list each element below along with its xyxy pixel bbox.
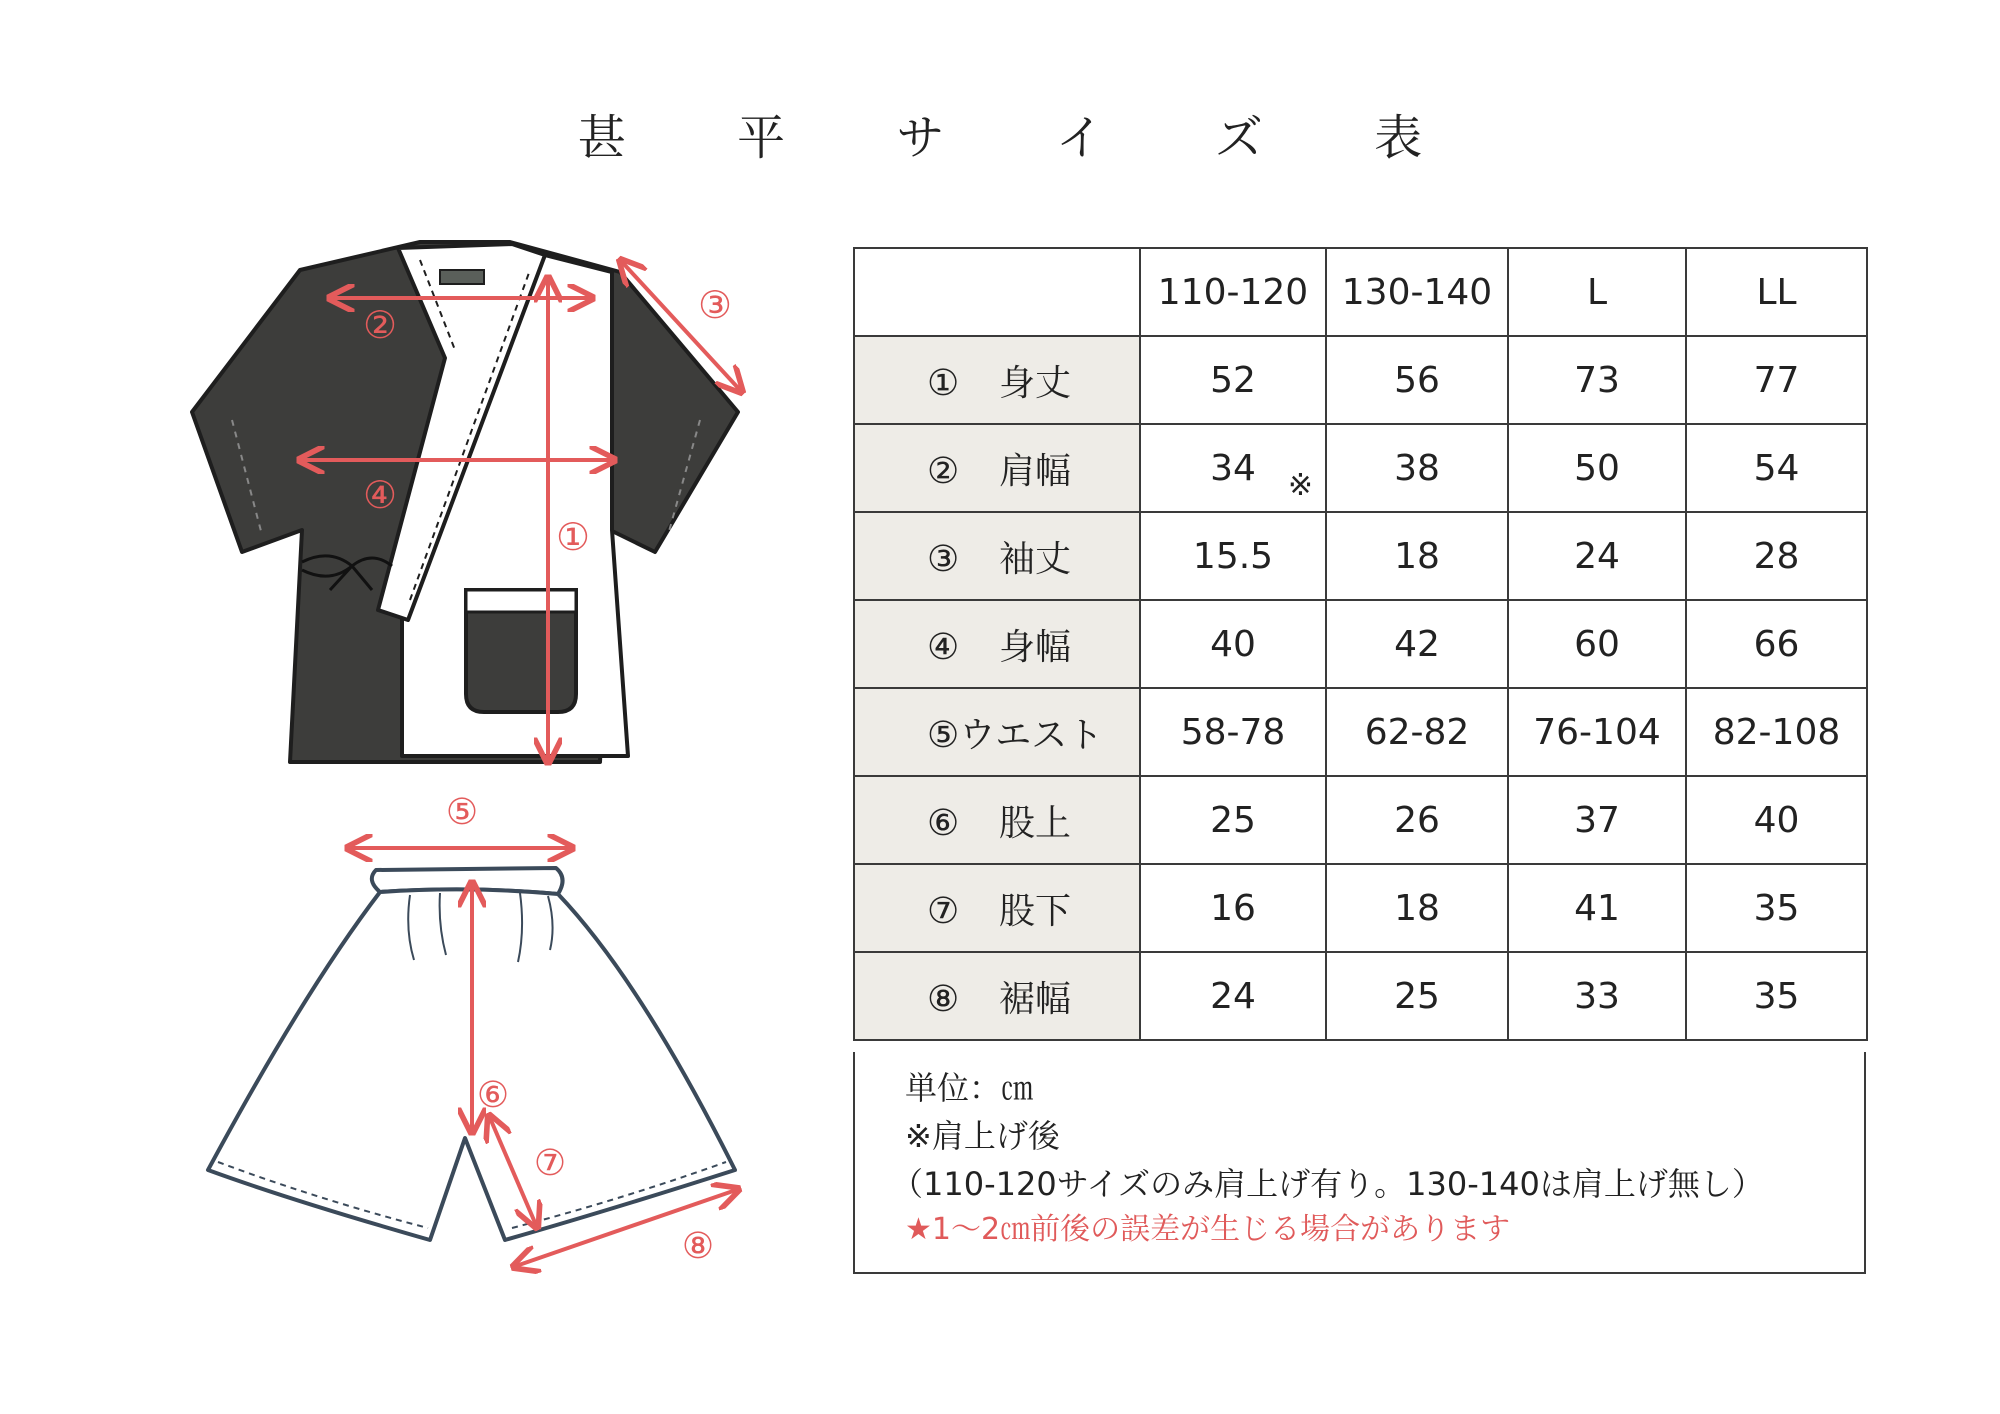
jinbei-jacket-illustration	[192, 242, 740, 762]
table-row	[854, 424, 1867, 512]
measure-label-6: ⑥	[476, 1075, 510, 1116]
row-number: ⑧	[927, 978, 960, 1020]
table-cell: 15.5	[1140, 512, 1326, 600]
table-row	[854, 776, 1867, 864]
table-header-row	[854, 248, 1867, 336]
size-table	[853, 247, 1868, 1041]
row-number: ⑤	[927, 714, 960, 756]
table-row	[854, 688, 1867, 776]
row-number: ②	[927, 450, 960, 492]
row-label	[854, 864, 1140, 952]
row-number: ⑦	[927, 890, 960, 932]
tolerance-note: ★1～2㎝前後の誤差が生じる場合があります	[905, 1212, 1511, 1247]
jacket-tag	[440, 270, 484, 284]
table-cell: 40	[1686, 776, 1867, 864]
row-name: 股下	[999, 890, 1072, 932]
measure-label-4: ④	[362, 473, 398, 517]
table-cell: 42	[1326, 600, 1508, 688]
note-mark: ※	[1287, 468, 1313, 503]
table-cell: 54	[1686, 424, 1867, 512]
table-cell: 52	[1140, 336, 1326, 424]
table-cell: 16	[1140, 864, 1326, 952]
row-label	[854, 424, 1140, 512]
table-cell: 40	[1140, 600, 1326, 688]
cell-value: 34	[1210, 447, 1256, 489]
table-cell: 37	[1508, 776, 1686, 864]
row-name: 股上	[999, 802, 1072, 844]
row-number: ⑥	[927, 802, 960, 844]
table-row	[854, 600, 1867, 688]
table-cell	[1140, 424, 1326, 512]
table-cell: 28	[1686, 512, 1867, 600]
table-cell: 25	[1140, 776, 1326, 864]
table-row	[854, 512, 1867, 600]
row-label	[854, 776, 1140, 864]
row-name: ウエスト	[959, 714, 1104, 756]
measure-label-7: ⑦	[533, 1143, 567, 1184]
row-name: 裾幅	[999, 978, 1072, 1020]
table-cell: 76-104	[1508, 688, 1686, 776]
table-cell: 18	[1326, 864, 1508, 952]
column-header: L	[1508, 248, 1686, 336]
table-cell: 66	[1686, 600, 1867, 688]
table-cell: 25	[1326, 952, 1508, 1040]
row-label	[854, 952, 1140, 1040]
jinbei-shorts-illustration	[208, 792, 736, 1267]
table-corner-cell	[854, 248, 1140, 336]
row-name: 袖丈	[999, 538, 1072, 580]
notes-box	[853, 1052, 1866, 1274]
row-number: ④	[927, 626, 960, 668]
column-header: 130-140	[1326, 248, 1508, 336]
table-cell: 50	[1508, 424, 1686, 512]
table-cell: 56	[1326, 336, 1508, 424]
table-cell: 38	[1326, 424, 1508, 512]
row-name: 身幅	[999, 626, 1072, 668]
shoulder-note: ※肩上げ後	[905, 1117, 1060, 1155]
column-header: LL	[1686, 248, 1867, 336]
measure-label-2: ②	[362, 303, 398, 347]
row-label	[854, 600, 1140, 688]
table-cell: 24	[1140, 952, 1326, 1040]
measure-label-3: ③	[697, 283, 733, 327]
page-title: 甚 平 サ イ ズ 表	[577, 110, 1471, 166]
table-cell: 33	[1508, 952, 1686, 1040]
table-cell: 26	[1326, 776, 1508, 864]
table-row	[854, 864, 1867, 952]
row-name: 肩幅	[999, 450, 1072, 492]
column-header: 110-120	[1140, 248, 1326, 336]
table-cell: 73	[1508, 336, 1686, 424]
table-cell: 82-108	[1686, 688, 1867, 776]
table-row	[854, 952, 1867, 1040]
table-cell: 77	[1686, 336, 1867, 424]
table-cell: 62-82	[1326, 688, 1508, 776]
unit-note: 単位：㎝	[905, 1069, 1034, 1107]
table-cell: 60	[1508, 600, 1686, 688]
row-label	[854, 688, 1140, 776]
table-cell: 24	[1508, 512, 1686, 600]
measure-label-8: ⑧	[681, 1226, 715, 1267]
shoulder-detail-note: （110-120サイズのみ肩上げ有り。130-140は肩上げ無し）	[891, 1165, 1764, 1203]
row-label	[854, 512, 1140, 600]
row-name: 身丈	[999, 362, 1072, 404]
table-cell: 18	[1326, 512, 1508, 600]
table-cell: 35	[1686, 864, 1867, 952]
measure-label-1: ①	[555, 515, 591, 559]
table-cell: 58-78	[1140, 688, 1326, 776]
table-cell: 35	[1686, 952, 1867, 1040]
row-number: ①	[927, 362, 960, 404]
table-cell: 41	[1508, 864, 1686, 952]
measure-label-5: ⑤	[445, 792, 479, 833]
row-label	[854, 336, 1140, 424]
row-number: ③	[927, 538, 960, 580]
table-row	[854, 336, 1867, 424]
